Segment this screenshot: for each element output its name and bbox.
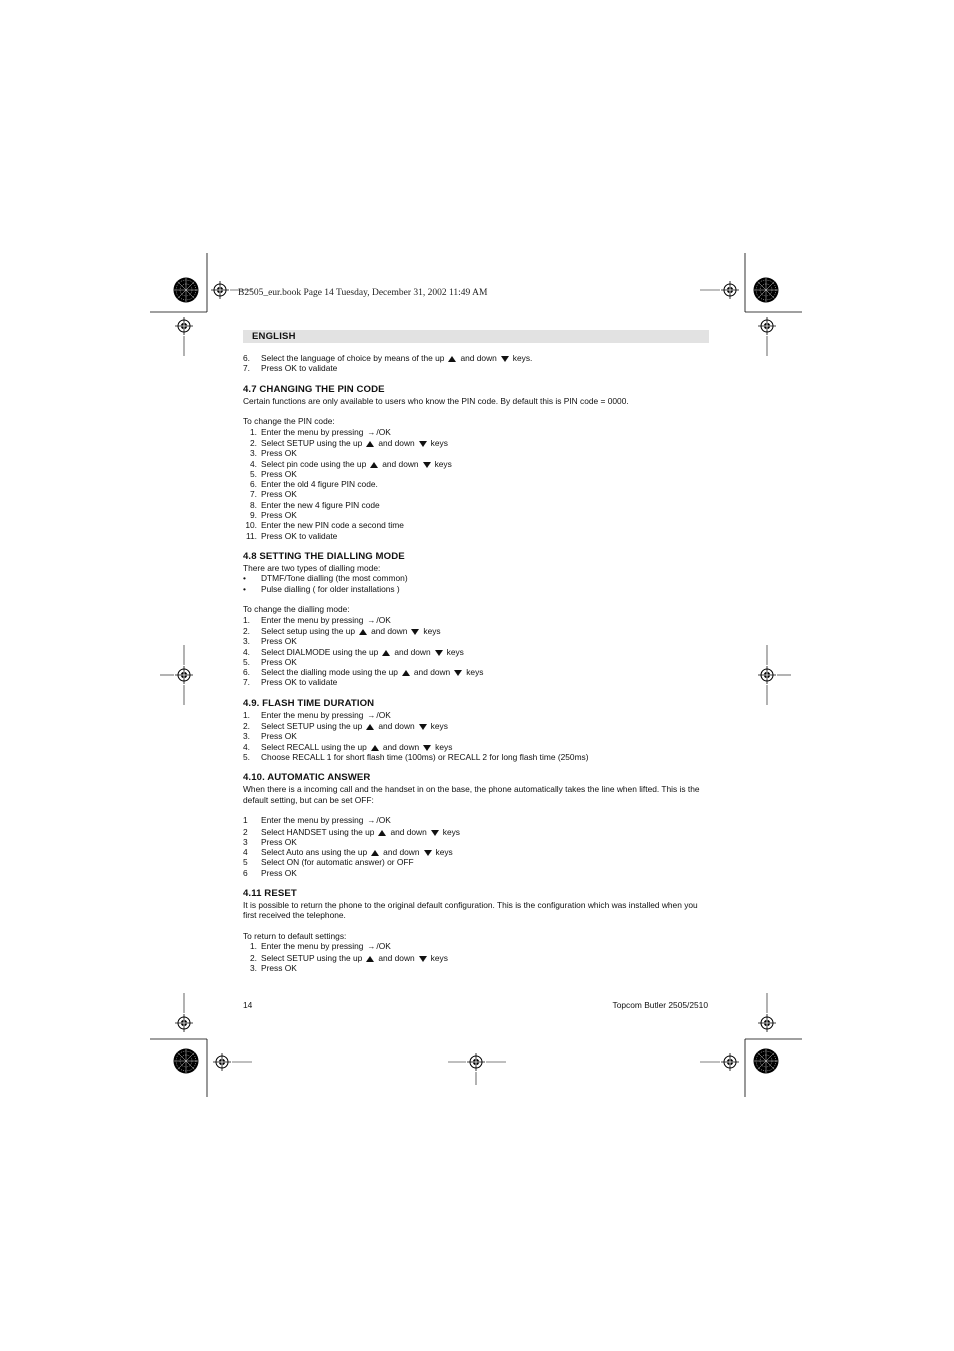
- reset-steps: [243, 941, 713, 973]
- step-number: 3.: [250, 963, 257, 974]
- section-lead: To return to default settings:: [243, 931, 347, 942]
- step-number: 3.: [243, 636, 250, 647]
- step-number: 6.: [250, 479, 257, 490]
- step-item: [243, 847, 713, 857]
- section-flash-time: [243, 698, 713, 762]
- arrow-up-icon: [382, 650, 390, 656]
- step-text: Enter the menu by pressing →/OK: [261, 815, 391, 826]
- section-pin-code: [243, 384, 713, 541]
- auto-answer-steps: [243, 815, 713, 878]
- step-text: Select SETUP using the up and down keys: [261, 437, 448, 448]
- arrow-down-icon: [431, 830, 439, 836]
- step-number: 2: [243, 826, 248, 837]
- arrow-down-icon: [435, 650, 443, 656]
- step-number: 2.: [250, 952, 257, 963]
- step-number: 10.: [245, 520, 257, 531]
- step-number: 6.: [243, 353, 250, 363]
- section-title: 4.7 CHANGING THE PIN CODE: [243, 383, 385, 395]
- bullet-icon: •: [243, 573, 246, 584]
- step-item: [243, 677, 713, 687]
- section-title: 4.8 SETTING THE DIALLING MODE: [243, 550, 405, 562]
- step-number: 2.: [243, 625, 250, 636]
- step-item: [243, 721, 713, 731]
- step-number: 9.: [250, 510, 257, 521]
- arrow-down-icon: [454, 670, 462, 676]
- step-text: Select DIALMODE using the up and down keys: [261, 646, 464, 657]
- step-number: 8.: [250, 499, 257, 510]
- step-number: 7.: [250, 489, 257, 500]
- bullet-icon: •: [243, 583, 246, 594]
- menu-key-icon: →: [367, 816, 376, 826]
- step-number: 11.: [245, 530, 257, 541]
- step-item: [243, 520, 713, 530]
- arrow-up-icon: [366, 724, 374, 730]
- language-bar: [243, 330, 709, 343]
- section-paragraph: It is possible to return the phone to the original default configuration. This is the configuration which was installed when you first received the telephone.: [243, 900, 698, 921]
- arrow-down-icon: [419, 956, 427, 962]
- step-item: [243, 615, 713, 626]
- step-item: [243, 857, 713, 867]
- section-automatic-answer: [243, 772, 713, 878]
- section-lead: To change the PIN code:: [243, 416, 335, 427]
- section-dialling-mode: [243, 551, 713, 688]
- step-number: 2.: [250, 437, 257, 448]
- bullet-item: • Pulse dialling ( for older installations ): [243, 583, 400, 594]
- step-number: 5.: [243, 751, 250, 762]
- section-lead: To change the dialling mode:: [243, 604, 350, 615]
- step-item: [243, 469, 713, 479]
- step-text: Select the dialling mode using the up and down keys: [261, 667, 484, 678]
- arrow-up-icon: [378, 830, 386, 836]
- step-text: Select SETUP using the up and down keys: [261, 721, 448, 732]
- menu-key-icon: →: [367, 427, 376, 437]
- step-item: [243, 636, 713, 646]
- step-item: [243, 941, 713, 952]
- step-text: Select SETUP using the up and down keys: [261, 952, 448, 963]
- step-text: Select Auto ans using the up and down keys: [261, 847, 453, 858]
- step-number: 4.: [243, 646, 250, 657]
- step-item: [243, 742, 713, 752]
- step-item: [243, 868, 713, 878]
- arrow-down-icon: [423, 462, 431, 468]
- intro-steps: [243, 353, 713, 374]
- step-text: Enter the new 4 figure PIN code: [261, 499, 380, 510]
- language-label: ENGLISH: [252, 331, 296, 342]
- step-number: 5.: [250, 468, 257, 479]
- step-item: [243, 953, 713, 963]
- step-number: 1: [243, 815, 248, 826]
- file-header: B2505_eur.book Page 14 Tuesday, December 31, 2002 11:49 AM: [238, 288, 488, 298]
- step-number: 1.: [243, 709, 250, 720]
- arrow-down-icon: [423, 745, 431, 751]
- pin-steps: [243, 427, 713, 541]
- step-text: Enter the menu by pressing →/OK: [261, 614, 391, 625]
- arrow-up-icon: [370, 462, 378, 468]
- step-number: 1.: [250, 426, 257, 437]
- step-number: 5.: [243, 656, 250, 667]
- step-item: [243, 837, 713, 847]
- arrow-down-icon: [501, 356, 509, 362]
- flash-steps: [243, 710, 713, 762]
- step-text: Press OK: [261, 448, 297, 459]
- step-text: Press OK: [261, 656, 297, 667]
- step-item: [243, 427, 713, 438]
- step-text: Select pin code using the up and down keys: [261, 458, 452, 469]
- product-name: Topcom Butler 2505/2510: [612, 1000, 708, 1010]
- section-title: 4.9. FLASH TIME DURATION: [243, 697, 375, 709]
- bullet-item: • DTMF/Tone dialling (the most common): [243, 573, 408, 584]
- step-number: 7.: [243, 363, 250, 374]
- menu-key-icon: →: [367, 710, 376, 720]
- step-text: Press OK: [261, 489, 297, 500]
- step-item: [243, 531, 713, 541]
- arrow-up-icon: [448, 356, 456, 362]
- step-number: 6.: [243, 667, 250, 678]
- step-item: [243, 363, 713, 373]
- step-item: [243, 448, 713, 458]
- step-item: [243, 626, 713, 636]
- step-text: Press OK: [261, 636, 297, 647]
- step-item: [243, 963, 713, 973]
- step-text: Enter the menu by pressing →/OK: [261, 941, 391, 952]
- step-text: Press OK: [261, 731, 297, 742]
- step-number: 1.: [250, 941, 257, 952]
- section-paragraph: Certain functions are only available to users who know the PIN code. By default this is PIN code = 0000.: [243, 395, 629, 406]
- step-item: [243, 667, 713, 677]
- dialmode-steps: [243, 615, 713, 688]
- step-text: Enter the old 4 figure PIN code.: [261, 479, 378, 490]
- arrow-down-icon: [424, 850, 432, 856]
- step-number: 7.: [243, 677, 250, 688]
- section-paragraph: When there is a incoming call and the handset in on the base, the phone automatically takes the line when lifted. This is the default setting, but can be set OFF:: [243, 784, 700, 805]
- arrow-down-icon: [411, 629, 419, 635]
- arrow-up-icon: [402, 670, 410, 676]
- step-item: [243, 510, 713, 520]
- step-text: Press OK: [261, 510, 297, 521]
- step-text: Press OK: [261, 468, 297, 479]
- step-number: 2.: [243, 721, 250, 732]
- step-text: Press OK: [261, 836, 297, 847]
- section-title: 4.11 RESET: [243, 888, 297, 900]
- step-number: 5: [243, 857, 248, 868]
- step-text: Press OK to validate: [261, 677, 338, 688]
- step-text: Enter the new PIN code a second time: [261, 520, 404, 531]
- step-number: 3: [243, 836, 248, 847]
- page-number: 14: [243, 1000, 253, 1010]
- step-item: [243, 647, 713, 657]
- step-text: Select ON (for automatic answer) or OFF: [261, 857, 414, 868]
- menu-key-icon: →: [367, 615, 376, 625]
- arrow-up-icon: [371, 850, 379, 856]
- step-number: 4.: [243, 741, 250, 752]
- step-text: Press OK: [261, 867, 297, 878]
- arrow-up-icon: [366, 956, 374, 962]
- step-item: [243, 827, 713, 837]
- step-text: Press OK: [261, 963, 297, 974]
- step-number: 3.: [250, 448, 257, 459]
- step-item: [243, 500, 713, 510]
- step-text: Select HANDSET using the up and down keys: [261, 826, 460, 837]
- step-text: Press OK to validate: [261, 363, 338, 374]
- step-number: 3.: [243, 731, 250, 742]
- step-text: Select the language of choice by means of the up and down keys.: [261, 353, 533, 363]
- arrow-up-icon: [371, 745, 379, 751]
- step-number: 4: [243, 847, 248, 858]
- step-text: Choose RECALL 1 for short flash time (100ms) or RECALL 2 for long flash time (250ms): [261, 751, 589, 762]
- step-text: Select RECALL using the up and down keys: [261, 741, 453, 752]
- step-item: [243, 710, 713, 721]
- arrow-up-icon: [366, 441, 374, 447]
- step-item: [243, 438, 713, 448]
- step-text: Enter the menu by pressing →/OK: [261, 709, 391, 720]
- arrow-down-icon: [419, 724, 427, 730]
- step-number: 4.: [250, 458, 257, 469]
- step-item: [243, 657, 713, 667]
- step-text: Select setup using the up and down keys: [261, 625, 441, 636]
- step-text: Press OK to validate: [261, 530, 338, 541]
- arrow-up-icon: [359, 629, 367, 635]
- step-text: Enter the menu by pressing →/OK: [261, 426, 391, 437]
- section-lead: There are two types of dialling mode:: [243, 562, 381, 573]
- step-number: 6: [243, 867, 248, 878]
- step-item: [243, 479, 713, 489]
- step-item: [243, 752, 713, 762]
- manual-content: [243, 353, 713, 973]
- menu-key-icon: →: [367, 942, 376, 952]
- section-title: 4.10. AUTOMATIC ANSWER: [243, 772, 371, 784]
- step-item: [243, 353, 713, 363]
- step-item: [243, 815, 713, 826]
- step-number: 1.: [243, 614, 250, 625]
- step-item: [243, 489, 713, 499]
- section-reset: [243, 888, 713, 973]
- arrow-down-icon: [419, 441, 427, 447]
- step-item: [243, 459, 713, 469]
- step-item: [243, 731, 713, 741]
